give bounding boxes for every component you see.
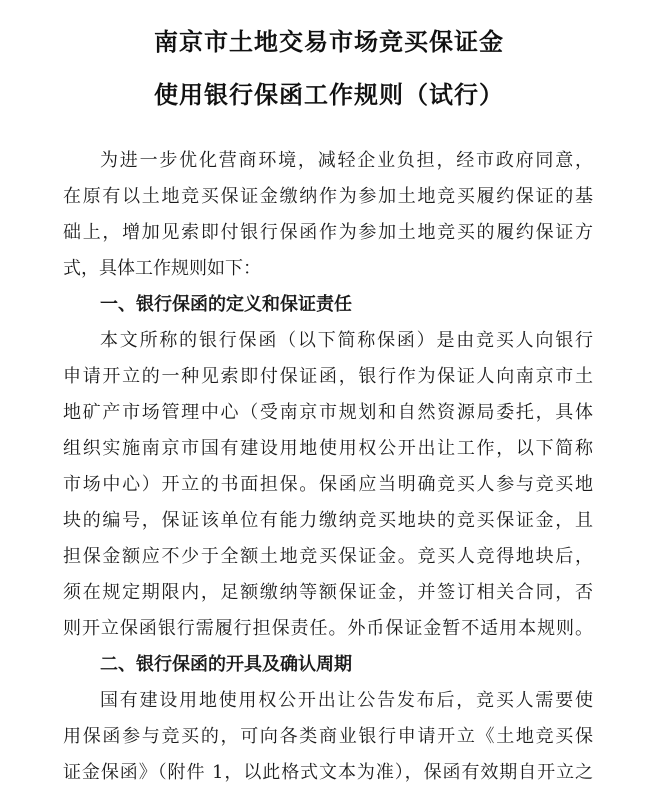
section-1-heading: 一、银行保函的定义和保证责任	[100, 294, 352, 315]
section-1-line-9: 则开立保函银行需履行担保责任。外币保证金暂不适用本规则。	[63, 618, 593, 639]
document-title-line-1: 南京市土地交易市场竞买保证金	[154, 27, 504, 56]
document-title-line-2: 使用银行保函工作规则（试行）	[154, 80, 504, 109]
intro-line-3: 础上，增加见索即付银行保函作为参加土地竞买的履约保证方	[63, 222, 593, 243]
section-2-line-3: 证金保函》（附件 1，以此格式文本为准），保函有效期自开立之	[63, 762, 593, 783]
intro-line-4: 式，具体工作规则如下：	[63, 258, 261, 279]
section-1-line-5: 市场中心）开立的书面担保。保函应当明确竞买人参与竞买地	[63, 474, 593, 495]
intro-line-2: 在原有以土地竞买保证金缴纳作为参加土地竞买履约保证的基	[63, 186, 593, 207]
section-1-line-2: 申请开立的一种见索即付保证函，银行作为保证人向南京市土	[63, 366, 593, 387]
section-1-line-7: 担保金额应不少于全额土地竞买保证金。竞买人竞得地块后，	[63, 546, 593, 567]
section-1-line-8: 须在规定期限内，足额缴纳等额保证金，并签订相关合同，否	[63, 582, 593, 603]
intro-line-1: 为进一步优化营商环境，减轻企业负担，经市政府同意，	[100, 150, 593, 171]
section-1-line-1: 本文所称的银行保函（以下简称保函）是由竞买人向银行	[100, 330, 593, 351]
section-1-line-6: 块的编号，保证该单位有能力缴纳竞买地块的竞买保证金，且	[63, 510, 593, 531]
section-2-heading: 二、银行保函的开具及确认周期	[100, 654, 352, 675]
section-1-line-3: 地矿产市场管理中心（受南京市规划和自然资源局委托，具体	[63, 402, 593, 423]
section-2-line-2: 用保函参与竞买的，可向各类商业银行申请开立《土地竞买保	[63, 726, 593, 747]
section-2-line-1: 国有建设用地使用权公开出让公告发布后，竞买人需要使	[100, 690, 593, 711]
section-1-line-4: 组织实施南京市国有建设用地使用权公开出让工作，以下简称	[63, 438, 593, 459]
